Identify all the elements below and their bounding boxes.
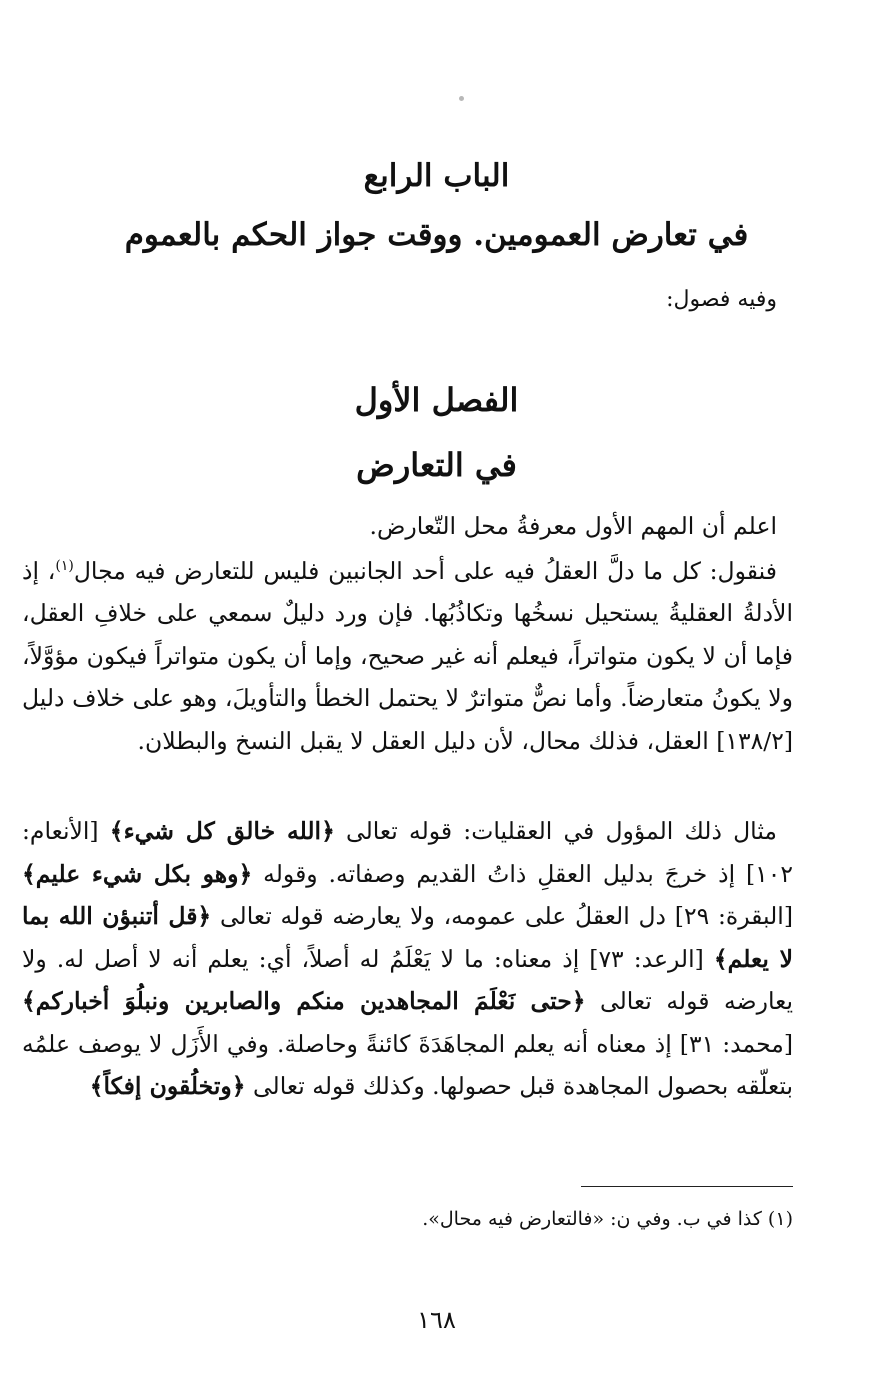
paragraph-2 bbox=[22, 545, 793, 762]
paragraph-1: اعلم أن المهم الأول معرفةُ محل التّعارض. bbox=[369, 512, 777, 540]
quran-quote-2: ﴿وهو بكل شيء عليم﴾ bbox=[22, 859, 253, 888]
scan-dot bbox=[459, 96, 464, 101]
paragraph-2-text-a: فنقول: كل ما دلَّ العقلُ فيه على أحد الجانبين فليس للتعارض فيه مجال bbox=[73, 556, 777, 585]
footnote-divider bbox=[581, 1186, 793, 1187]
quran-quote-3: ﴿قل أتنبؤن الله بما لا يعلم﴾ bbox=[22, 902, 793, 973]
chapter-subtitle: في تعارض العمومين. ووقت جواز الحكم بالعموم bbox=[124, 217, 749, 253]
quran-quote-5: ﴿وتخلُقون إفكاً﴾ bbox=[89, 1072, 246, 1100]
quran-quote-4: ﴿حتى نَعْلَمَ المجاهدين منكم والصابرين ونبلُوَ أخباركم﴾ bbox=[22, 987, 586, 1015]
paragraph-3-text-5: [محمد: ٣١] إذ معناه أنه يعلم المجاهَدَةَ كائنةً وحاصلة. وفي الأَزَل لا يوصف علمُه بتعلّقه بحصول المجاهدة قبل حصولها. وكذلك قوله تعالى bbox=[22, 1029, 793, 1100]
paragraph-3-text-4: [الرعد: ٧٣] إذ معناه: ما لا يَعْلَمُ له أصلاً، أي: يعلم أنه لا أصل له. ولا يعارضه قوله تعالى bbox=[22, 944, 793, 1015]
section-title: الفصل الأول bbox=[354, 381, 519, 419]
section-subtitle: في التعارض bbox=[356, 446, 517, 484]
paragraph-3-text-2: [الأنعام: ١٠٢] إذ خرجَ بدليل العقلِ ذاتُ القديم وصفاته. وقوله bbox=[22, 817, 794, 888]
chapter-title: الباب الرابع bbox=[363, 158, 510, 194]
paragraph-3 bbox=[22, 810, 793, 1108]
footnote-reference: (١) bbox=[55, 558, 74, 574]
quran-quote-1: ﴿الله خالق كل شيء﴾ bbox=[109, 817, 335, 845]
paragraph-3-text-3: [البقرة: ٢٩] دل العقلُ على عمومه، ولا يعارضه قوله تعالى bbox=[211, 902, 793, 930]
page-number: ١٦٨ bbox=[417, 1306, 456, 1334]
paragraph-3-text-1: مثال ذلك المؤول في العقليات: قوله تعالى bbox=[334, 817, 778, 845]
footnote: (١) كذا في ب. وفي ن: «فالتعارض فيه محال». bbox=[422, 1208, 793, 1230]
chapter-intro: وفيه فصول: bbox=[666, 287, 777, 312]
paragraph-2-text-b: ، إذ الأدلةُ العقليةُ يستحيل نسخُها وتكاذُبُها. فإن ورد دليلٌ سمعي على خلافِ العقل، فإما أن لا يكون متواتراً، فيعلم أنه غير صحيح، وإما أن يكون متواتراً فيكون مؤوَّلاً، ولا يكونُ متعارضاً. وأما نصٌّ متواترٌ لا يحتمل الخطأ والتأويلَ، وهو على خلاف دليل [١٣٨/٢] العقل، فذلك محال، لأن دليل العقل لا يقبل النسخ والبطلان. bbox=[22, 556, 793, 755]
